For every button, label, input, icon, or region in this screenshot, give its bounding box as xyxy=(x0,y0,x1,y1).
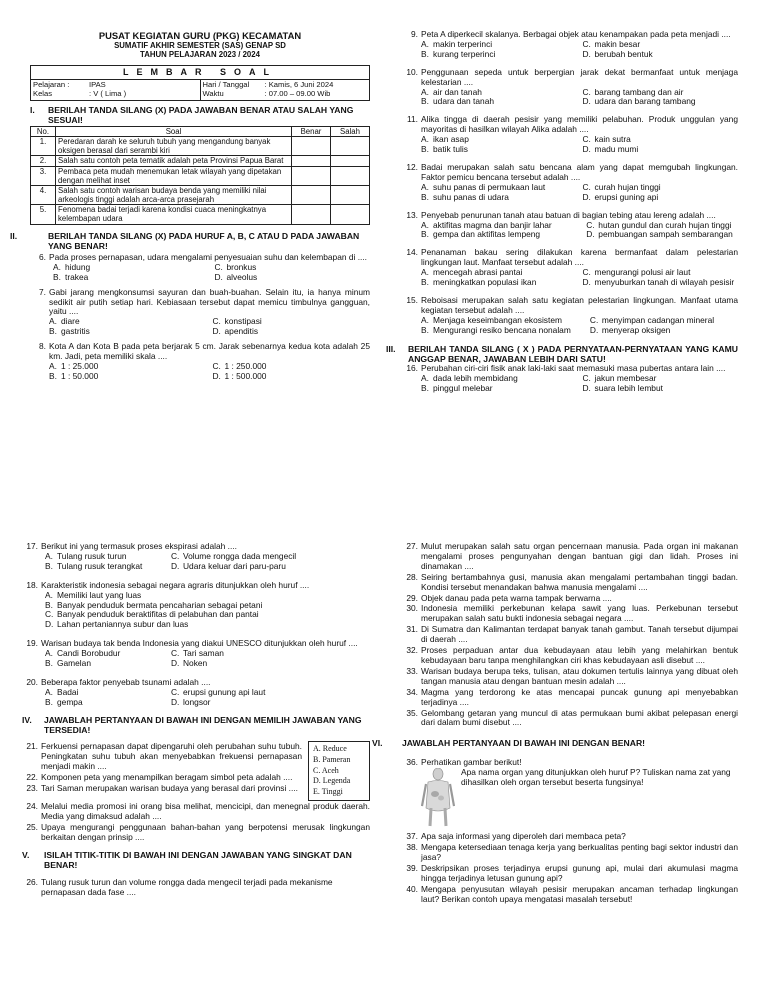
option-d[interactable]: D. erupsi guning api xyxy=(582,191,659,202)
option-a[interactable]: A. aktifitas magma dan banjir lahar xyxy=(421,219,552,230)
benar-cell[interactable] xyxy=(292,136,331,155)
question-14: 14. Penanaman bakau sering dilakukan karena bermanfaat dalam pelestarian lingkungan laut. Manfaat tersebut adalah .... A. mencegah abrasi pantai C. mengurangi polusi air laut B. meningkatkan populasi ikan D. menyuburkan tanah di wilayah pesisir xyxy=(406,247,738,288)
question-17: 17. Berikut ini yang termasuk proses ekspirasi adalah .... A. Tulang rusuk turun C. Volume rongga dada mengecil B. Tulang rusuk terangkat D. Udara keluar dari paru-paru xyxy=(22,542,370,572)
option-d[interactable]: D. suara lebih lembut xyxy=(582,382,663,393)
question-32: 32. Proses perpaduan antar dua kebudayaan atau lebih yang melahirkan bentuk kebudayaan baru tanpa menghilangkan ciri khas kebudayaan asli disebut .... xyxy=(406,645,738,665)
question-13: 13. Penyebab penurunan tanah atau batuan di bagian tebing atau lereng adalah .... A. aktifitas magma dan banjir lahar C. hutan gundul dan curah hujan tinggi B. gempa dan aktifitas lempeng D. pembuangan sampah sembarangan xyxy=(402,211,738,241)
option-c[interactable]: C. makin besar xyxy=(582,38,641,49)
question-19: 19. Warisan budaya tak benda Indonesia yang diakui UNESCO ditunjukkan oleh huruf .... A. Candi Borobudur C. Tari saman B. Gamelan D. Noken xyxy=(22,639,370,669)
question-29: 29. Objek danau pada peta warna tampak berwarna .... xyxy=(406,592,612,603)
hari-value: : Kamis, 6 Juni 2024 xyxy=(264,80,334,90)
option-b[interactable]: B. gempa dan aktifitas lempeng xyxy=(421,229,541,240)
salah-cell[interactable] xyxy=(331,185,370,204)
option-c[interactable]: C. konstipasi xyxy=(212,316,262,327)
salah-cell[interactable] xyxy=(331,136,370,155)
header-line-1: PUSAT KEGIATAN GURU (PKG) KECAMATAN xyxy=(98,30,302,41)
option-a[interactable]: A. Candi Borobudur xyxy=(45,648,121,659)
table-row: 3. Pembaca peta mudah menemukan letak wilayah yang dipetakan dengan melihat inset xyxy=(31,166,370,185)
option-d[interactable]: D. Lahan pertaniannya subur dan luas xyxy=(45,619,189,630)
option-d[interactable]: D. menyuburkan tanah di wilayah pesisir xyxy=(582,277,735,288)
option-b[interactable]: B. gastritis xyxy=(49,326,90,337)
option-c[interactable]: C. menyimpan cadangan mineral xyxy=(589,314,715,325)
question-9: 9. Peta A diperkecil skalanya. Berbagai objek atau kenampakan pada peta menjadi .... A. makin terperinci C. makin besar B. kurang terperinci D. berubah bentuk xyxy=(402,30,738,60)
option-b[interactable]: B. kurang terperinci xyxy=(421,48,496,59)
col-salah: Salah xyxy=(331,126,370,136)
section-6-heading: VI. JAWABLAH PERTANYAAN DI BAWAH INI DENGAN BENAR! xyxy=(372,738,646,749)
salah-cell[interactable] xyxy=(331,205,370,224)
left-column-bottom xyxy=(22,542,370,898)
option-c[interactable]: C. jakun membesar xyxy=(582,372,657,383)
option-a[interactable]: A. 1 : 25.000 xyxy=(49,361,99,372)
section-3-heading: III. BERILAH TANDA SILANG ( X ) PADA PERNYATAAN-PERNYATAAN YANG KAMU ANGGAP BENAR, JAWABAN LEBIH DARI SATU! xyxy=(386,343,738,364)
question-12: 12. Badai merupakan salah satu bencana alam yang dapat memgubah lingkungan. Faktor pemicu bencana tersebut adalah .... A. suhu panas di permukaan laut C. curah hujan tinggi B. suhu panas di udara D. erupsi guning api xyxy=(406,161,738,202)
option-b[interactable]: B. suhu panas di udara xyxy=(421,191,509,202)
option-b[interactable]: B. pinggul melebar xyxy=(421,382,493,393)
option-d[interactable]: D. madu mumi xyxy=(582,144,639,155)
option-c[interactable]: C. bronkus xyxy=(214,261,257,272)
option-c[interactable]: C. Tari saman xyxy=(171,648,224,659)
option-a[interactable]: A. Menjaga keseimbangan ekosistem xyxy=(421,314,562,325)
benar-cell[interactable] xyxy=(292,156,331,166)
option-c[interactable]: C. 1 : 250.000 xyxy=(212,361,267,372)
question-6: 6. Pada proses pernapasan, udara mengalami penyesuaian suhu dan kelembapan di .... A. hidung C. bronkus B. trakea D. alveolus xyxy=(30,253,370,283)
table-row: 1. Peredaran darah ke seluruh tubuh yang mengandung banyak oksigen berasal dari serambi kiri xyxy=(31,136,370,155)
left-column-top xyxy=(10,30,370,382)
question-28: 28. Seiring bertambahnya gusi, manusia akan mengalami pertambahan tinggi badan. Kondisi tersebut menandakan bahwa manusia mengalami .... xyxy=(406,571,738,592)
question-21: 21. Ferkuensi pernapasan dapat dipengaruhi oleh perubahan suhu tubuh. Peningkatan suhu tubuh akan menyebabkan frekuensi pernapasan menjadi makin .... xyxy=(26,740,302,771)
choice-item: C. Aceh xyxy=(313,765,339,775)
question-10: 10. Penggunaan sepeda untuk berpergian jarak dekat bermanfaat untuk menjaga kelestarian .... A. air dan tanah C. barang tambang dan air B. udara dan tanah D. udara dan barang tambang xyxy=(406,66,738,107)
option-c[interactable]: C. Banyak penduduk beraktifitas di pelabuhan dan pantai xyxy=(45,609,259,620)
question-24: 24. Melalui media promosi ini orang bisa melihat, mencicipi, dan menegnal produk daerah. Media yang dimaksud adalah .... xyxy=(26,800,370,821)
question-39: 39. Deskripsikan proses terjadinya erupsi gunung api, mulai dari akumulasi magma hingga terjadinya letusan gunung api? xyxy=(406,863,738,883)
question-31: 31. Di Sumatra dan Kalimantan terdapat banyak tanah gambut. Tanah tersebut dijumpai di daerah .... xyxy=(406,624,738,645)
option-c[interactable]: C. barang tambang dan air xyxy=(582,86,684,97)
col-soal: Soal xyxy=(56,126,292,136)
right-column-bottom xyxy=(372,541,738,905)
pelajaran-label: Pelajaran : xyxy=(33,80,70,90)
option-d[interactable]: D. pembuangan sampah sembarangan xyxy=(586,229,733,240)
option-b[interactable]: B. Tulang rusuk terangkat xyxy=(45,560,143,571)
option-b[interactable]: B. Mengurangi resiko bencana nonalam xyxy=(421,324,571,335)
question-23: 23. Tari Saman merupakan warisan budaya yang berasal dari provinsi .... xyxy=(26,782,298,793)
option-b[interactable]: B. gempa xyxy=(45,696,83,707)
exam-header xyxy=(30,30,370,59)
option-a[interactable]: A. Tulang rusuk turun xyxy=(45,550,127,561)
option-b[interactable]: B. trakea xyxy=(53,271,89,282)
option-a[interactable]: A. mencegah abrasi pantai xyxy=(421,267,523,278)
salah-cell[interactable] xyxy=(331,166,370,185)
section-5-heading: V. ISILAH TITIK-TITIK DI BAWAH INI DENGAN JAWABAN YANG SINGKAT DAN BENAR! xyxy=(22,849,352,870)
matching-block xyxy=(22,741,370,801)
question-33: 33. Warisan budaya berupa teks, tulisan, atau dokumen tertulis lainnya yang dibuat oleh tangan manusia atau dengan bantuan mesin adalah .... xyxy=(406,665,738,686)
choice-item: D. Legenda xyxy=(313,776,351,786)
option-c[interactable]: C. erupsi gunung api laut xyxy=(171,686,266,697)
option-b[interactable]: B. meningkatkan populasi ikan xyxy=(421,277,537,288)
option-d[interactable]: D. apenditis xyxy=(212,326,259,337)
table-row: 4. Salah satu contoh warisan budaya benda yang memiliki nilai arkeologis tinggi adalah arca-arca prasejarah xyxy=(31,185,370,204)
table-row: 5. Fenomena badai terjadi karena kondisi cuaca meningkatnya kelembapan udara xyxy=(31,205,370,224)
option-b[interactable]: B. Gamelan xyxy=(45,658,91,669)
pelajaran-value: IPAS xyxy=(89,80,106,90)
option-a[interactable]: A. makin terperinci xyxy=(421,38,493,49)
header-line-2: SUMATIF AKHIR SEMESTER (SAS) GENAP SD xyxy=(114,41,286,51)
kelas-value: : V ( Lima ) xyxy=(89,88,127,98)
true-false-table xyxy=(30,126,370,225)
question-37: 37. Apa saja informasi yang diperoleh dari membaca peta? xyxy=(406,831,626,842)
question-7: 7. Gabi jarang mengkonsumsi sayuran dan buah-buahan. Selain itu, ia hanya minum sedikit air putih setiap hari. Kebiasaan tersebut dapat memicu timbulnya gangguan, yaitu .... A. diare C. konstipasi B. gastritis D. apenditis xyxy=(39,286,370,337)
option-d[interactable]: D. Noken xyxy=(171,658,208,669)
choice-item: E. Tinggi xyxy=(313,787,343,797)
question-36: 36. Perhatikan gambar berikut! Apa nama organ yang ditunjukkan oleh huruf P? Tuliskan nama zat yang dihasilkan oleh organ tersebut beserta fungsinya! xyxy=(402,758,738,828)
option-a[interactable]: A. Memiliki laut yang luas xyxy=(45,589,142,600)
option-c[interactable]: C. mengurangi polusi air laut xyxy=(582,267,691,278)
question-34: 34. Magma yang terdorong ke atas mencapai puncak gunung api menyebabkan terjadinya .... xyxy=(406,686,738,707)
option-d[interactable]: D. Udara keluar dari paru-paru xyxy=(171,560,286,571)
option-d[interactable]: D. udara dan barang tambang xyxy=(582,96,696,107)
option-b[interactable]: B. 1 : 50.000 xyxy=(49,370,99,381)
lembar-soal-box xyxy=(30,65,370,100)
choice-item: B. Pameran xyxy=(313,754,351,764)
col-no: No. xyxy=(31,126,56,136)
option-d[interactable]: D. longsor xyxy=(171,696,211,707)
option-c[interactable]: C. curah hujan tinggi xyxy=(582,181,661,192)
waktu-label: Waktu xyxy=(202,88,224,98)
option-b[interactable]: B. udara dan tanah xyxy=(421,96,495,107)
option-a[interactable]: A. dada lebih membidang xyxy=(421,372,518,383)
question-11: 11. Alika tingga di daerah pesisir yang memiliki pelabuhan. Produk unggulan yang mayoritas di hasilkan wilayah Alika adalah .... A. ikan asap C. kain sutra B. batik tulis D. madu mumi xyxy=(406,114,738,155)
waktu-value: : 07.00 – 09.00 Wib xyxy=(264,88,331,98)
question-22: 22. Komponen peta yang menampilkan beragam simbol peta adalah .... xyxy=(26,771,293,782)
option-a[interactable]: A. diare xyxy=(49,316,80,327)
benar-cell[interactable] xyxy=(292,185,331,204)
option-b[interactable]: B. batik tulis xyxy=(421,144,468,155)
option-a[interactable]: A. Badai xyxy=(45,686,79,697)
question-8: 8. Kota A dan Kota B pada peta berjarak 5 cm. Jarak sebenarnya kedua kota adalah 25 km. Jadi, peta memiliki skala .... A. 1 : 25.000 C. 1 : 250.000 B. 1 : 50.000 D. 1 : 500.000 xyxy=(39,341,370,381)
lembar-soal-title: LEMBAR SOAL xyxy=(31,66,369,80)
option-a[interactable]: A. hidung xyxy=(53,261,91,272)
option-a[interactable]: A. suhu panas di permukaan laut xyxy=(421,181,546,192)
kelas-label: Kelas xyxy=(33,88,52,98)
table-row: 2. Salah satu contoh peta tematik adalah peta Provinsi Papua Barat xyxy=(31,156,370,166)
section-1-heading: I. BERILAH TANDA SILANG (X) PADA JAWABAN BENAR ATAU SALAH YANG SESUAI! xyxy=(30,104,354,125)
question-35: 35. Gelombang getaran yang muncul di atas permukaan bumi akibat pelepasan energi dari dalam bumi disebut .... xyxy=(406,707,738,728)
question-18: 18. Karakteristik indonesia sebagai negara agraris ditunjukkan oleh huruf .... A. Memiliki laut yang luas B. Banyak penduduk bermata pencaharian sebagai petani C. Banyak penduduk beraktifitas di pelabuhan dan pantai D. Lahan pertaniannya subur dan luas xyxy=(22,581,370,631)
option-a[interactable]: A. air dan tanah xyxy=(421,86,482,97)
option-d[interactable]: D. menyerap oksigen xyxy=(589,324,671,335)
hari-label: Hari / Tanggal xyxy=(202,80,250,90)
question-25: 25. Upaya mengurangi penggunaan bahan-bahan yang berpotensi merusak lingkungan berkaitan dengan prinsip .... xyxy=(26,821,370,842)
header-line-3: TAHUN PELAJARAN 2023 / 2024 xyxy=(140,50,260,60)
question-30: 30. Indonesia memiliki perkebunan kelapa sawit yang luas. Perkebunan tersebut merupakan salah satu bukti indonesia sebagai negara .... xyxy=(406,603,738,624)
option-d[interactable]: D. berubah bentuk xyxy=(582,48,653,59)
question-38: 38. Mengapa ketersediaan tenaga kerja yang berkualitas penting bagi sektor industri dan jasa? xyxy=(406,842,738,863)
option-a[interactable]: A. ikan asap xyxy=(421,134,469,145)
torso-organ-figure-icon xyxy=(421,768,455,828)
choice-item: A. Reduce xyxy=(313,743,347,753)
option-c[interactable]: C. hutan gundul dan curah hujan tinggi xyxy=(586,219,732,230)
choices-box xyxy=(308,741,370,801)
question-27: 27. Mulut merupakan salah satu organ pencernaan manusia. Pada organ ini makanan mengalami proses pengunyahan dengan bantuan gigi dan lidah. Proses ini dinamakan .... xyxy=(406,541,738,571)
section-4-heading: IV. JAWABLAH PERTANYAAN DI BAWAH INI DENGAN MEMILIH JAWABAN YANG TERSEDIA! xyxy=(22,714,362,735)
section-2-heading: II. BERILAH TANDA SILANG (X) PADA HURUF A, B, C ATAU D PADA JAWABAN YANG BENAR! xyxy=(10,230,360,251)
right-column-top xyxy=(386,29,738,394)
option-c[interactable]: C. kain sutra xyxy=(582,134,631,145)
col-benar: Benar xyxy=(292,126,331,136)
benar-cell[interactable] xyxy=(292,166,331,185)
salah-cell[interactable] xyxy=(331,156,370,166)
benar-cell[interactable] xyxy=(292,205,331,224)
question-40: 40. Mengapa penyusutan wilayah pesisir merupakan ancaman terhadap lingkungan laut? Berikan contoh upaya mengatasi masalah tersebut! xyxy=(406,883,738,904)
option-d[interactable]: D. alveolus xyxy=(214,271,258,282)
option-c[interactable]: C. Volume rongga dada mengecil xyxy=(171,550,297,561)
question-20: 20. Beberapa faktor penyebab tsunami adalah .... A. Badai C. erupsi gunung api laut B. gempa D. longsor xyxy=(22,678,370,708)
option-d[interactable]: D. 1 : 500.000 xyxy=(212,370,267,381)
option-b[interactable]: B. Banyak penduduk bermata pencaharian sebagai petani xyxy=(45,599,263,610)
question-26: 26. Tulang rusuk turun dan volume rongga dada mengecil terjadi pada mekanisme pernapasan dada fase .... xyxy=(26,876,333,897)
question-16: 16. Perubahan ciri-ciri fisik anak laki-laki saat memasuki masa pubertas antara lain .... A. dada lebih membidang C. jakun membesar B. pinggul melebar D. suara lebih lembut xyxy=(402,364,738,394)
question-15: 15. Reboisasi merupakan salah satu kegiatan pelestarian lingkungan. Manfaat utama kegiatan tersebut adalah .... A. Menjaga keseimbangan ekosistem C. menyimpan cadangan mineral B. Mengurangi resiko bencana nonalam D. menyerap oksigen xyxy=(406,294,738,335)
